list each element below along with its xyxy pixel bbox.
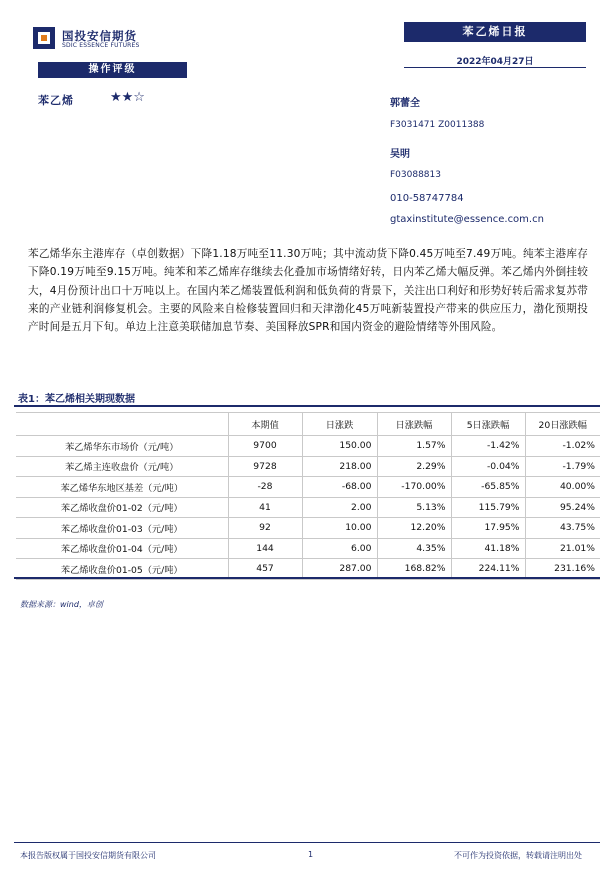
footer-divider [14,842,600,843]
cell-change: 10.00 [302,518,377,539]
rating-header: 操作评级 [38,62,187,78]
analyst-license: F03088813 [390,170,441,180]
cell-pct: 4.35% [377,538,451,559]
footer-disclaimer: 不可作为投资依据，转载请注明出处 [454,851,582,860]
cell-20d: 231.16% [525,559,600,580]
table-row [16,477,600,498]
cell-value: 9728 [228,456,302,477]
row-label: 苯乙烯华东市场价（元/吨） [16,436,228,457]
page-number: 1 [308,850,314,859]
cell-value: 9700 [228,436,302,457]
row-label: 苯乙烯收盘价01-04（元/吨） [16,538,228,559]
table-bottom-rule [14,577,600,579]
rating-stars: ★★☆ [110,90,145,105]
cell-20d: -1.79% [525,456,600,477]
table-header-cell: 日涨跌幅 [377,413,451,436]
cell-20d: 95.24% [525,497,600,518]
cell-change: 6.00 [302,538,377,559]
report-title: 苯乙烯日报 [404,22,586,42]
company-name-en: SDIC ESSENCE FUTURES [62,42,140,49]
cell-5d: 17.95% [451,518,525,539]
table-header-cell: 20日涨跌幅 [525,413,600,436]
row-label: 苯乙烯华东地区基差（元/吨） [16,477,228,498]
cell-change: -68.00 [302,477,377,498]
cell-5d: 115.79% [451,497,525,518]
table-row [16,518,600,539]
row-label: 苯乙烯收盘价01-05（元/吨） [16,559,228,580]
table-row [16,497,600,518]
table-row [16,559,600,580]
cell-5d: 41.18% [451,538,525,559]
cell-pct: 168.82% [377,559,451,580]
table-header-cell: 日涨跌 [302,413,377,436]
analyst-name: 吴明 [390,149,410,160]
table-header-cell [16,413,228,436]
table-header-cell: 本期值 [228,413,302,436]
data-source: 数据来源：wind，卓创 [20,600,103,609]
row-label: 苯乙烯收盘价01-03（元/吨） [16,518,228,539]
cell-5d: -65.85% [451,477,525,498]
table-row [16,456,600,477]
table-row [16,538,600,559]
analyst-license: F3031471 Z0011388 [390,120,485,130]
company-logo-icon [33,27,55,49]
cell-pct: 12.20% [377,518,451,539]
cell-pct: 1.57% [377,436,451,457]
row-label: 苯乙烯收盘价01-02（元/吨） [16,497,228,518]
cell-change: 287.00 [302,559,377,580]
cell-change: 150.00 [302,436,377,457]
cell-value: 92 [228,518,302,539]
cell-pct: 5.13% [377,497,451,518]
table-header-cell: 5日涨跌幅 [451,413,525,436]
cell-20d: 21.01% [525,538,600,559]
product-name: 苯乙烯 [38,94,74,107]
cell-change: 218.00 [302,456,377,477]
cell-value: 457 [228,559,302,580]
table-top-rule [14,405,600,407]
cell-change: 2.00 [302,497,377,518]
cell-value: 41 [228,497,302,518]
cell-20d: 43.75% [525,518,600,539]
table-header-row [16,413,600,436]
footer-copyright: 本报告版权属于国投安信期货有限公司 [20,851,156,860]
report-date: 2022年04月27日 [456,57,534,67]
cell-20d: 40.00% [525,477,600,498]
cell-5d: 224.11% [451,559,525,580]
table-title: 表1：苯乙烯相关期现数据 [18,394,135,405]
analyst-name: 郭蕾全 [390,98,420,109]
futures-spot-table [16,412,600,580]
date-divider [404,67,586,68]
cell-20d: -1.02% [525,436,600,457]
cell-value: -28 [228,477,302,498]
cell-pct: 2.29% [377,456,451,477]
table-row [16,436,600,457]
cell-value: 144 [228,538,302,559]
contact-email[interactable]: gtaxinstitute@essence.com.cn [390,214,544,225]
cell-pct: -170.00% [377,477,451,498]
company-name-cn: 国投安信期货 [62,29,137,43]
contact-phone: 010-58747784 [390,193,464,204]
market-commentary: 苯乙烯华东主港库存（卓创数据）下降1.18万吨至11.30万吨；其中流动货下降0.45万吨至7.49万吨。纯苯主港库存下降0.19万吨至9.15万吨。纯苯和苯乙烯库存继续去化叠加市场情绪好转，日内苯乙烯大幅反弹。苯乙烯内外倒挂较大，4月份预计出口十万吨以上。在国内苯乙烯装置低利润和低负荷的背景下，关注出口利好和形势好转后需求复苏带来的产业链利润修复机会。主要的风险来自检修装置回归和天津渤化45万吨新装置投产带来的供应压力，渤化预期投产时间是五月下旬。单边上注意美联储加息节奏、美国释放SPR和国内资金的避险情绪等外围风险。 [28,248,588,334]
cell-5d: -1.42% [451,436,525,457]
cell-5d: -0.04% [451,456,525,477]
row-label: 苯乙烯主连收盘价（元/吨） [16,456,228,477]
